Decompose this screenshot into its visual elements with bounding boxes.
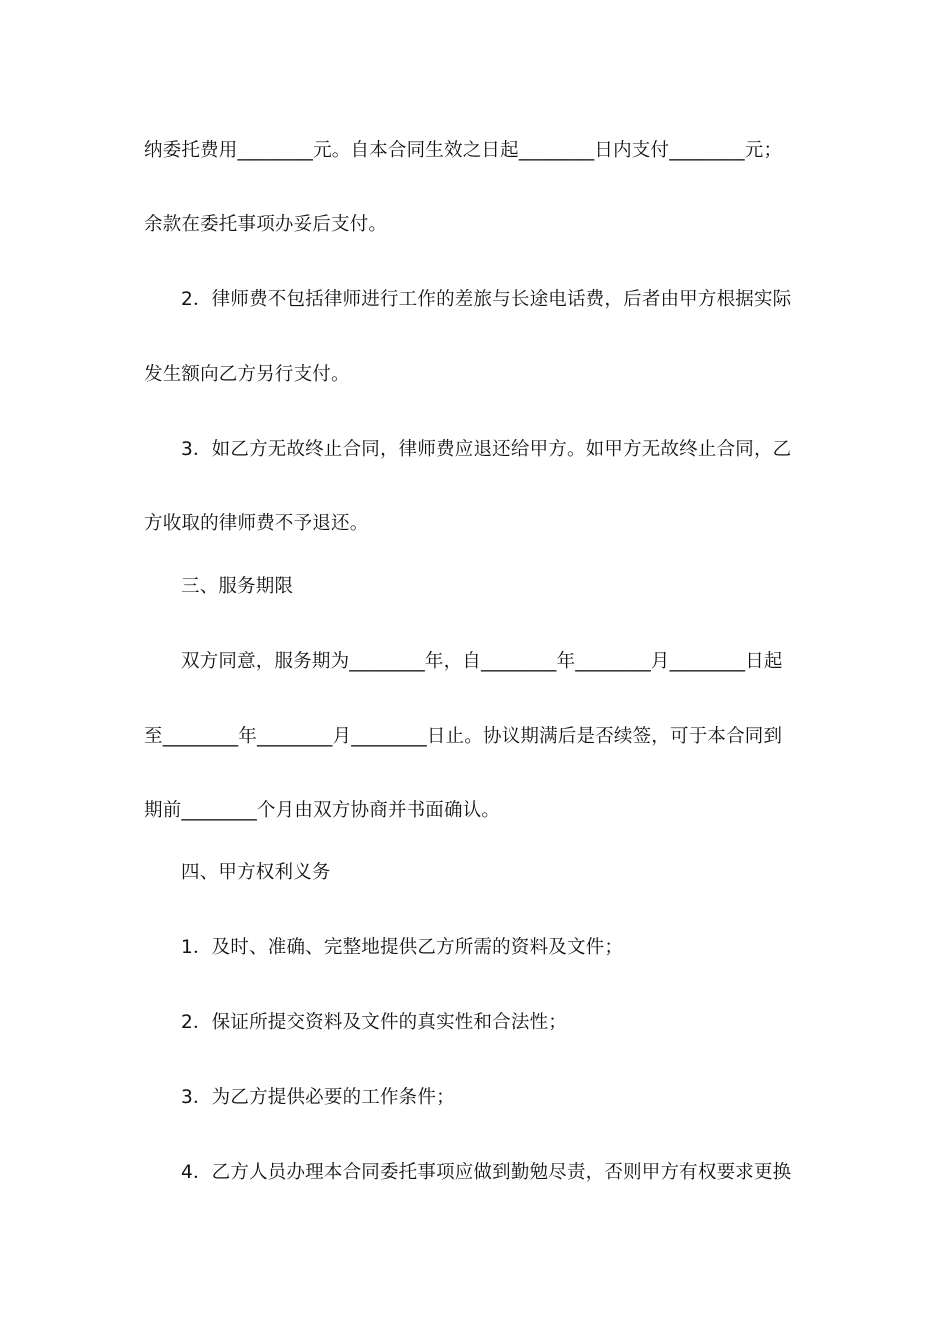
text-line-clause-2-cont: 发生额向乙方另行支付。 [144,364,350,385]
text-line-service-term-cont: 至________年________月________日止。协议期满后是否续签，可于本合同到 [144,726,783,747]
list-item-obligation-2: 2．保证所提交资料及文件的真实性和合法性； [181,1012,567,1033]
text-line-fee-payment: 纳委托费用________元。自本合同生效之日起________日内支付________元； [144,140,783,161]
text-line-service-term: 双方同意，服务期为________年，自________年________月________日起 [181,651,783,672]
text-line-clause-2: 2．律师费不包括律师进行工作的差旅与长途电话费，后者由甲方根据实际 [181,289,792,310]
list-item-obligation-3: 3．为乙方提供必要的工作条件； [181,1087,455,1108]
list-item-obligation-4: 4．乙方人员办理本合同委托事项应做到勤勉尽责，否则甲方有权要求更换 [181,1162,792,1183]
text-line-service-term-end: 期前________个月由双方协商并书面确认。 [144,800,501,821]
section-heading-party-a-rights: 四、甲方权利义务 [181,862,331,883]
text-line-clause-3: 3．如乙方无故终止合同，律师费应退还给甲方。如甲方无故终止合同，乙 [181,439,792,460]
text-line-balance-payment: 余款在委托事项办妥后支付。 [144,214,388,235]
list-item-obligation-1: 1．及时、准确、完整地提供乙方所需的资料及文件； [181,937,624,958]
text-line-clause-3-cont: 方收取的律师费不予退还。 [144,513,369,534]
section-heading-service-term: 三、服务期限 [181,576,294,597]
